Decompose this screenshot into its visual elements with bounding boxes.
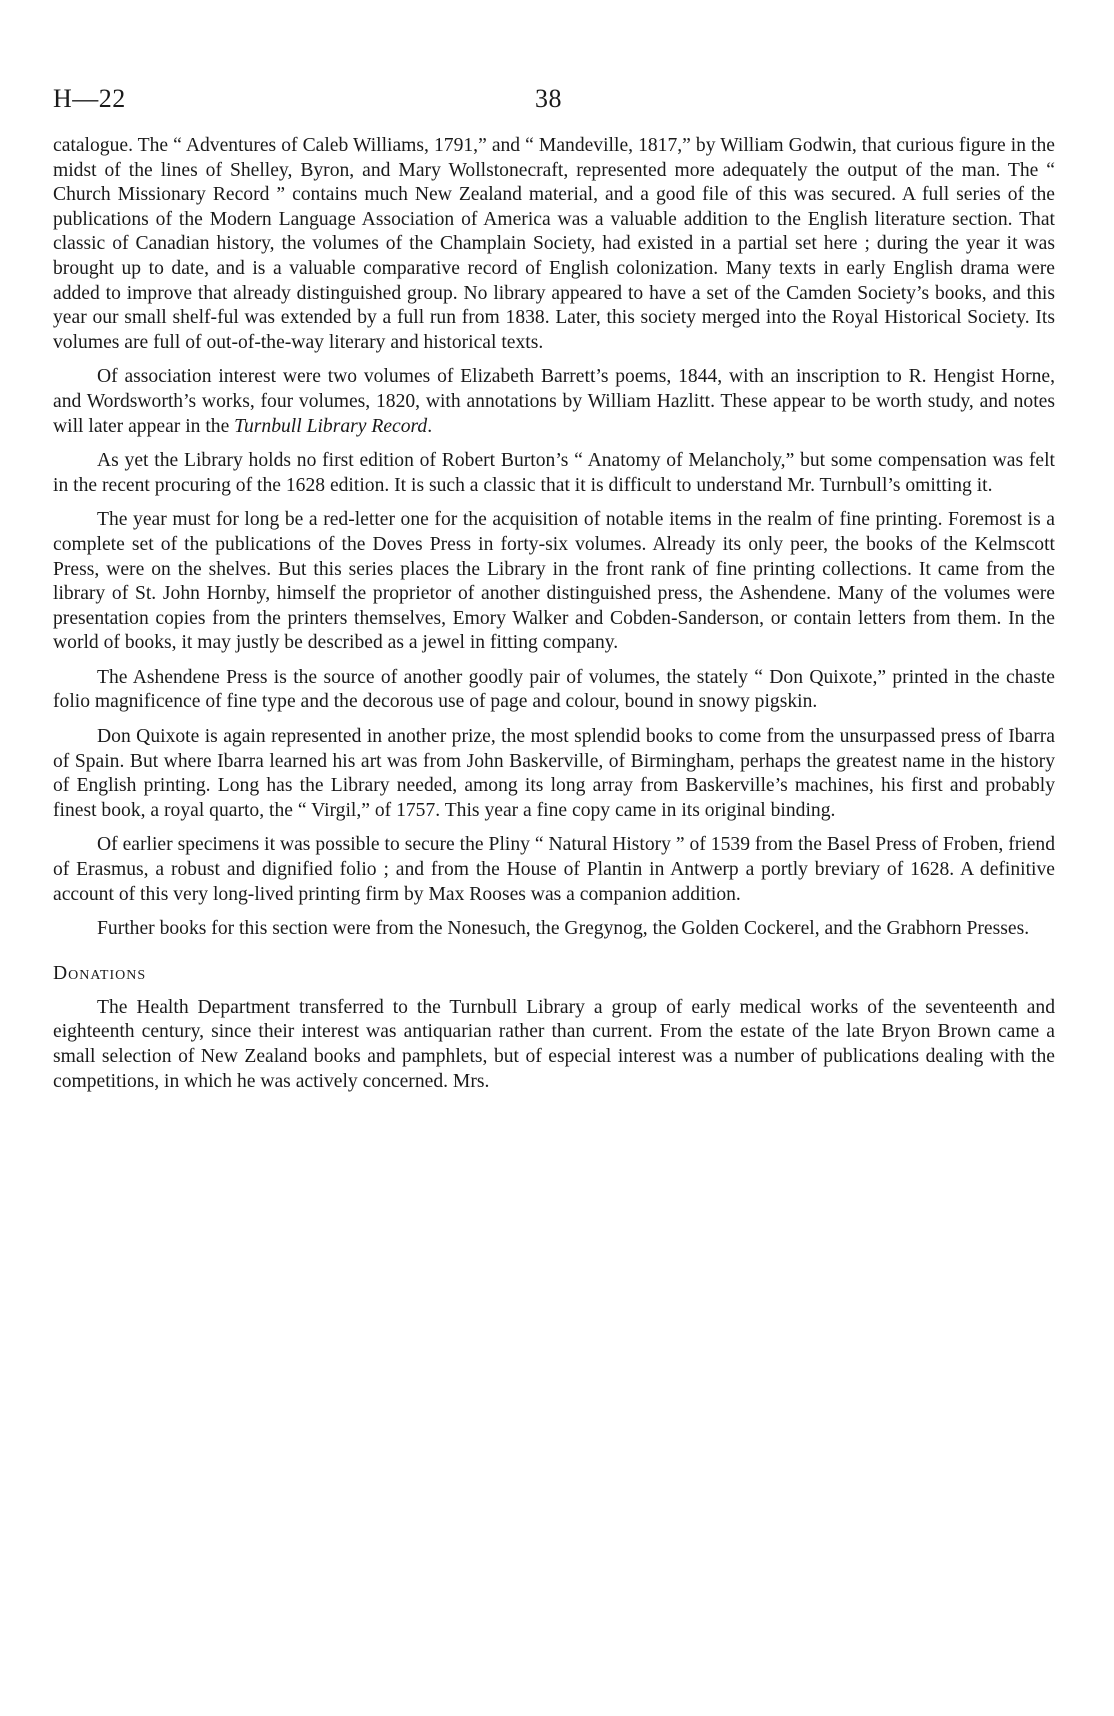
body-text — [53, 134, 1055, 1094]
paragraph-ashendene-press: The Ashendene Press is the source of another goodly pair of volumes, the stately “ Don Quixote,” printed in the chaste folio magnificence of fine type and the decorous use of page and colour, bound in snowy pigskin. — [53, 666, 1055, 713]
paragraph-earlier-specimens: Of earlier specimens it was possible to secure the Pliny “ Natural History ” of 1539 from the Basel Press of Froben, friend of Erasmus, a robust and dignified folio ; and from the House of Plantin in Antwerp a portly breviary of 1628. A definitive account of this very long-lived printing firm by Max Rooses was a companion addition. — [53, 834, 1055, 905]
paragraph-fine-printing: The year must for long be a red-letter one for the acquisition of notable items in the realm of fine printing. Foremost is a complete set of the publications of the Doves Press in forty-six volumes. Already its only peer, the books of the Kelmscott Press, were on the shelves. But this series places the Library in the front rank of fine printing collections. It came from the library of St. John Hornby, himself the proprietor of another distinguished press, the Ashendene. Many of the volumes were presentation copies from the printers themselves, Emory Walker and Cobden-Sanderson, or contain letters from them. In the world of books, it may justly be described as a jewel in fitting company. — [53, 509, 1055, 654]
paragraph-burton-anatomy: As yet the Library holds no first edition of Robert Burton’s “ Anatomy of Melancholy,” but some compensation was felt in the recent procuring of the 1628 edition. It is such a classic that it is difficult to understand Mr. Turnbull’s omitting it. — [53, 450, 1055, 496]
paragraph-further-books: Further books for this section were from the Nonesuch, the Gregynog, the Golden Cockerel, and the Grabhorn Presses. — [97, 918, 1030, 940]
paragraph-continued-catalogue: catalogue. The “ Adventures of Caleb Williams, 1791,” and “ Mandeville, 1817,” by William Godwin, that curious figure in the midst of the lines of Shelley, Byron, and Mary Wollstonecraft, represented more adequately the output of the man. The “ Church Missionary Record ” contains much New Zealand material, and a good file of this was secured. A full series of the publications of the Modern Language Association of America was a valuable addition to the English literature section. That classic of Canadian history, the volumes of the Champlain Society, had existed in a partial set here ; during the year it was brought up to date, and is a valuable comparative record of English colonization. Many texts in early English drama were added to improve that already distinguished group. No library appeared to have a set of the Camden Society’s books, and this year our small shelf-ful was extended by a full run from 1838. Later, this society merged into the Royal Historical Society. Its volumes are full of out-of-the-way literary and historical texts. — [53, 135, 1055, 353]
document-reference: H—22 — [53, 84, 126, 113]
running-head — [53, 84, 1055, 124]
paragraph-text: . — [427, 415, 433, 437]
paragraph-donations: The Health Department transferred to the Turnbull Library a group of early medical works of the seventeenth and eighteenth century, since their interest was antiquarian rather than current. From the estate of the late Bryon Brown came a small selection of New Zealand books and pamphlets, but of especial interest was a number of publications dealing with the competitions, in which he was actively concerned. Mrs. — [53, 996, 1055, 1092]
section-heading-donations: Donations — [53, 962, 147, 984]
paragraph-don-quixote: Don Quixote is again represented in another prize, the most splendid books to come from the unsurpassed press of Ibarra of Spain. But where Ibarra learned his art was from John Baskerville, of Birmingham, perhaps the greatest name in the history of English printing. Long has the Library needed, among its long array from Baskerville’s machines, his first and probably finest book, a royal quarto, the “ Virgil,” of 1757. This year a fine copy came in its original binding. — [53, 726, 1055, 821]
paragraph-text: Of association interest were two volumes of Elizabeth Barrett’s poems, 1844, with an inscription to R. Hengist Horne, and Wordsworth’s works, four volumes, 1820, with annotations by William Hazlitt. These appear to be worth study, and notes will later appear in the — [53, 366, 1055, 437]
page-number: 38 — [535, 84, 562, 113]
paragraph-association-interest — [53, 365, 1055, 439]
journal-title: Turnbull Library Record — [234, 415, 428, 437]
document-page — [53, 84, 1055, 1104]
